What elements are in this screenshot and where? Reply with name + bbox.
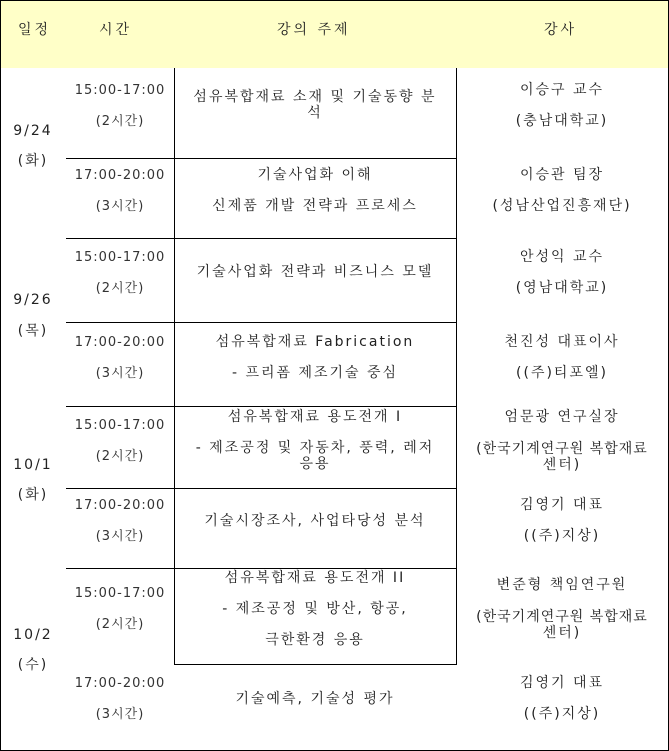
row-topic: 응용: [299, 456, 331, 472]
date-day: 9/26: [13, 292, 53, 308]
row-lecturer: 이승관 팀장: [519, 167, 605, 183]
grid-line: [174, 664, 456, 665]
date-weekday: (목): [17, 323, 49, 339]
row-lecturer: 김영기 대표: [519, 675, 605, 691]
row-topic: 섬유복합재료 용도전개 II: [224, 570, 406, 586]
date-weekday: (화): [17, 487, 49, 503]
row-duration: (3시간): [95, 707, 145, 722]
row-time: 15:00-17:00: [74, 586, 166, 601]
date-day: 10/2: [13, 627, 53, 643]
row-topic: - 프리폼 제조기술 중심: [231, 365, 399, 381]
row-lecturer: 안성익 교수: [519, 249, 605, 265]
row-lecturer: (성남산업진흥재단): [492, 198, 632, 214]
row-topic: 신제품 개발 전략과 프로세스: [212, 198, 418, 214]
row-topic: - 제조공정 및 방산, 항공,: [222, 601, 408, 617]
row-lecturer: 김영기 대표: [519, 497, 605, 513]
grid-line: [66, 322, 456, 323]
header-time: 시간: [99, 22, 133, 38]
row-topic: 석: [307, 105, 323, 121]
row-topic: 섬유복합재료 소재 및 기술동향 분: [193, 89, 437, 105]
row-lecturer: ((주)지상): [523, 528, 601, 544]
row-time: 15:00-17:00: [74, 250, 166, 265]
row-time: 17:00-20:00: [74, 676, 166, 691]
row-lecturer: (영남대학교): [515, 280, 609, 296]
row-topic: 기술시장조사, 사업타당성 분석: [204, 513, 426, 529]
grid-line: [66, 158, 456, 159]
row-topic: 섬유복합재료 용도전개 I: [227, 409, 403, 425]
date-weekday: (화): [17, 153, 49, 169]
row-time: 15:00-17:00: [74, 83, 166, 98]
row-duration: (2시간): [95, 449, 145, 464]
row-lecturer: 센터): [542, 625, 582, 641]
row-lecturer: 엄문광 연구실장: [504, 409, 620, 425]
row-time: 15:00-17:00: [74, 418, 166, 433]
row-topic: 기술예측, 기술성 평가: [235, 691, 395, 707]
row-time: 17:00-20:00: [74, 498, 166, 513]
row-lecturer: ((주)티포엘): [516, 365, 608, 381]
row-lecturer: (한국기계연구원 복합재료: [476, 609, 648, 625]
row-duration: (2시간): [95, 281, 145, 296]
row-lecturer: 변준형 책임연구원: [496, 577, 628, 593]
row-topic: 극한환경 응용: [265, 632, 365, 648]
row-duration: (2시간): [95, 114, 145, 129]
row-topic: 기술사업화 전략과 비즈니스 모델: [196, 264, 434, 280]
header-topic: 강의 주제: [277, 22, 351, 38]
row-topic: - 제조공정 및 자동차, 풍력, 레저: [195, 440, 435, 456]
table-header: [1, 1, 668, 68]
row-lecturer: (충남대학교): [515, 113, 609, 129]
row-topic: 섬유복합재료 Fabrication: [215, 334, 415, 350]
row-topic: 기술사업화 이해: [257, 167, 373, 183]
header-lecturer: 강사: [544, 22, 578, 38]
header-date: 일정: [18, 22, 52, 38]
row-lecturer: 센터): [542, 457, 582, 473]
row-lecturer: (한국기계연구원 복합재료: [476, 441, 648, 457]
row-time: 17:00-20:00: [74, 335, 166, 350]
row-duration: (3시간): [95, 199, 145, 214]
row-time: 17:00-20:00: [74, 168, 166, 183]
grid-line: [66, 238, 456, 239]
date-day: 10/1: [13, 457, 53, 473]
row-lecturer: 이승구 교수: [519, 82, 605, 98]
date-day: 9/24: [13, 123, 53, 139]
row-duration: (3시간): [95, 529, 145, 544]
row-lecturer: 천진성 대표이사: [504, 334, 620, 350]
row-duration: (3시간): [95, 366, 145, 381]
grid-line: [66, 488, 456, 489]
date-weekday: (수): [17, 657, 49, 673]
row-lecturer: ((주)지상): [523, 706, 601, 722]
row-duration: (2시간): [95, 617, 145, 632]
